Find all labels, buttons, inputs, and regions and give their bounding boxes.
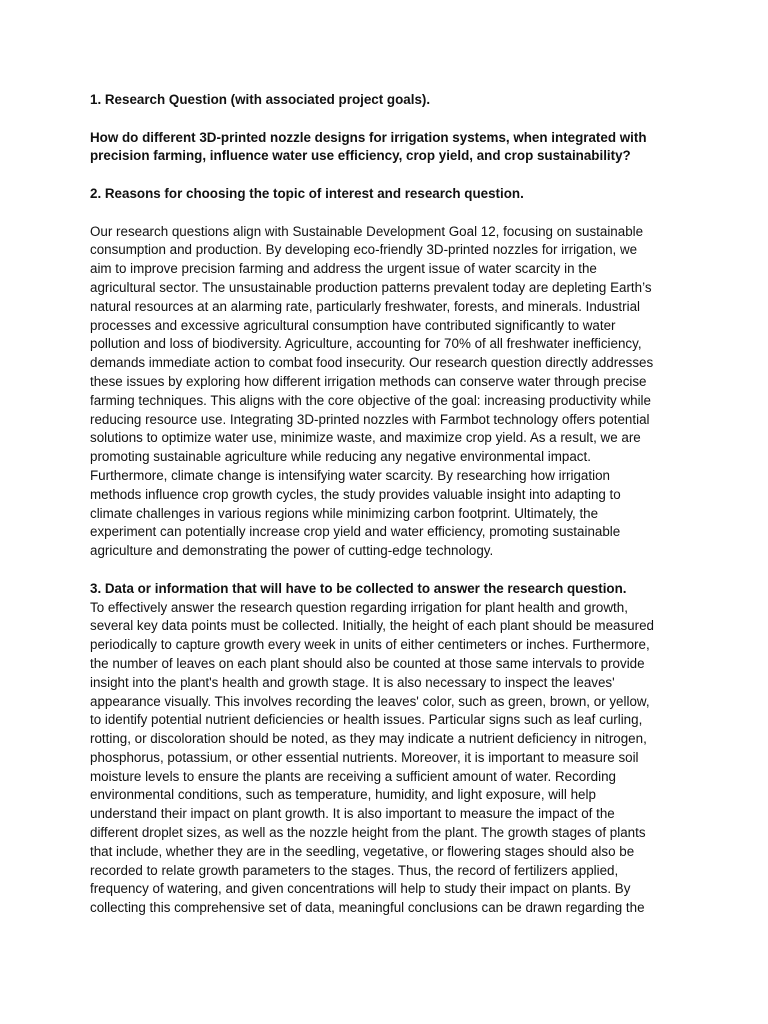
section-heading-data-collection: 3. Data or information that will have to be collected to answer the research question. <box>90 580 627 596</box>
section-heading-reasons: 2. Reasons for choosing the topic of interest and research question. <box>90 185 524 201</box>
text-line: agriculture and demonstrating the power of cutting-edge technology. <box>90 543 494 559</box>
text-line: solutions to optimize water use, minimize waste, and maximize crop yield. As a result, we are <box>90 430 641 446</box>
text-line: reducing resource use. Integrating 3D-printed nozzles with Farmbot technology offers potential <box>90 411 650 427</box>
text-line: To effectively answer the research question regarding irrigation for plant health and growth, <box>90 599 628 615</box>
text-line: precision farming, influence water use efficiency, crop yield, and crop sustainability? <box>90 148 631 164</box>
text-line: consumption and production. By developing eco-friendly 3D-printed nozzles for irrigation, we <box>90 242 638 258</box>
text-line: to identify potential nutrient deficiencies or health issues. Particular signs such as leaf curling, <box>90 712 643 728</box>
text-line: moisture levels to ensure the plants are receiving a sufficient amount of water. Recording <box>90 768 616 784</box>
section-heading-research-question: 1. Research Question (with associated project goals). <box>90 92 431 107</box>
text-line: promoting sustainable agriculture while reducing any negative environmental impact. <box>90 449 591 465</box>
reasons-paragraph <box>90 223 680 561</box>
text-line: collecting this comprehensive set of data, meaningful conclusions can be drawn regarding the <box>90 900 645 916</box>
text-line: several key data points must be collected. Initially, the height of each plant should be measured <box>90 618 654 634</box>
text-line: Our research questions align with Sustainable Development Goal 12, focusing on sustainable <box>90 223 644 239</box>
data-collection-paragraph <box>90 599 680 919</box>
text-line: experiment can potentially increase crop yield and water efficiency, promoting sustainable <box>90 524 621 540</box>
text-line: How do different 3D-printed nozzle designs for irrigation systems, when integrated with <box>90 129 647 145</box>
text-line: climate challenges in various regions while minimizing carbon footprint. Ultimately, the <box>90 505 599 521</box>
text-line: the number of leaves on each plant should also be counted at those same intervals to provide <box>90 655 645 671</box>
text-line: pollution and loss of biodiversity. Agriculture, accounting for 70% of all freshwater inefficiency, <box>90 336 642 352</box>
text-line: different droplet sizes, as well as the nozzle height from the plant. The growth stages of plants <box>90 825 646 841</box>
text-line: that include, whether they are in the seedling, vegetative, or flowering stages should also be <box>90 843 635 859</box>
text-line: phosphorus, potassium, or other essential nutrients. Moreover, it is important to measure soil <box>90 749 639 765</box>
document-body <box>90 91 680 918</box>
text-line: agricultural sector. The unsustainable production patterns prevalent today are depleting Earth’s <box>90 279 652 295</box>
text-line: environmental conditions, such as temperature, humidity, and light exposure, will help <box>90 787 596 803</box>
text-line: periodically to capture growth every week in units of either centimeters or inches. Furthermore, <box>90 637 650 653</box>
text-line: natural resources at an alarming rate, particularly freshwater, forests, and minerals. Industrial <box>90 298 641 314</box>
text-line: appearance visually. This involves recording the leaves' color, such as green, brown, or yellow, <box>90 693 650 709</box>
text-line: Furthermore, climate change is intensifying water scarcity. By researching how irrigation <box>90 467 610 483</box>
text-line: methods influence crop growth cycles, the study provides valuable insight into adapting to <box>90 486 621 502</box>
text-line: aim to improve precision farming and address the urgent issue of water scarcity in the <box>90 261 597 277</box>
text-line: these issues by exploring how different irrigation methods can conserve water through precise <box>90 373 647 389</box>
text-line: frequency of watering, and given concentrations will help to study their impact on plants. By <box>90 881 631 897</box>
text-line: understand their impact on plant growth. It is also important to measure the impact of the <box>90 806 615 822</box>
text-line: farming techniques. This aligns with the core objective of the goal: increasing productivity while <box>90 392 651 408</box>
text-line: processes and excessive agricultural consumption have contributed significantly to water <box>90 317 616 333</box>
research-question-text <box>90 129 680 167</box>
text-line: insight into the plant's health and growth stage. It is also necessary to inspect the leaves' <box>90 674 615 690</box>
text-line: demands immediate action to combat food insecurity. Our research question directly addresses <box>90 355 654 371</box>
text-line: rotting, or discoloration should be noted, as they may indicate a nutrient deficiency in nitrogen, <box>90 731 647 747</box>
text-line: recorded to relate growth parameters to the stages. Thus, the record of fertilizers applied, <box>90 862 619 878</box>
